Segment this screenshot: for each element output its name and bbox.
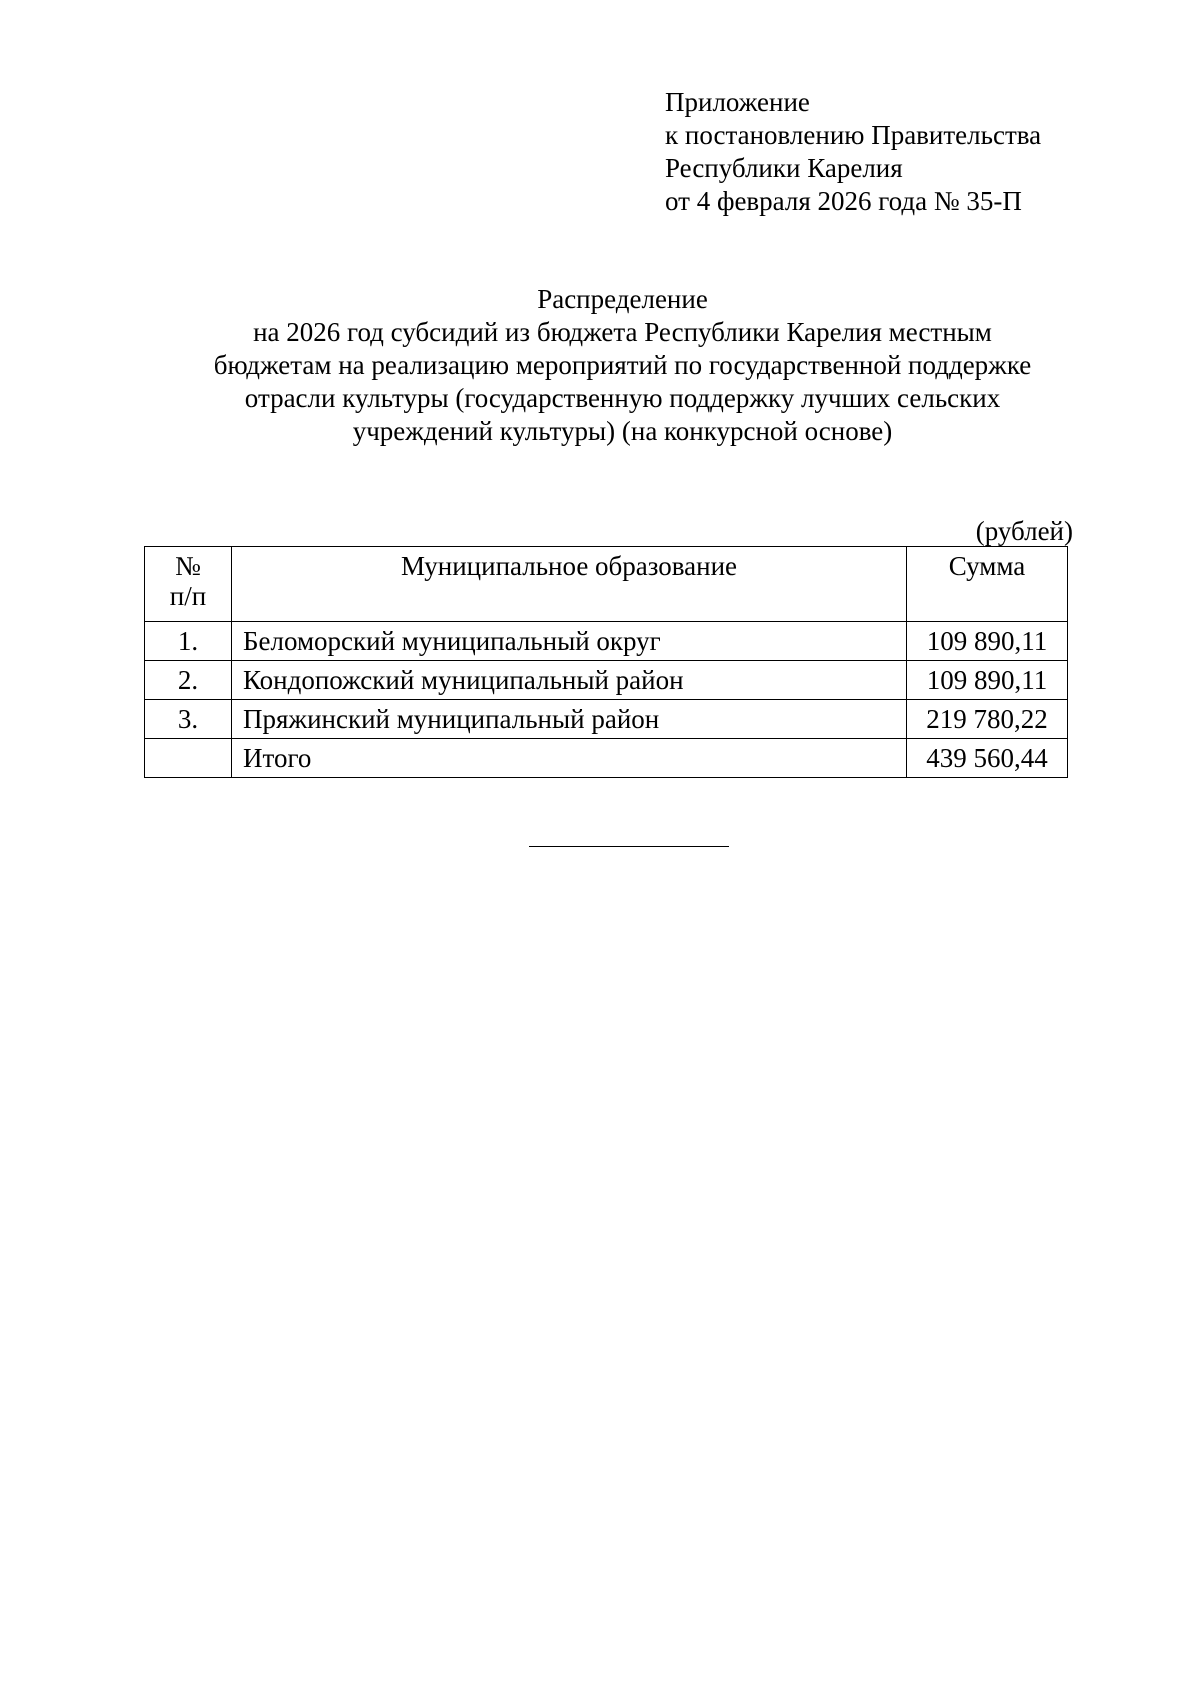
header-number [145, 547, 232, 622]
end-divider [529, 846, 729, 847]
title-line: на 2026 год субсидий из бюджета Республики Карелия местным [253, 317, 992, 347]
title-line: Распределение [537, 284, 708, 314]
distribution-table [144, 546, 1068, 778]
row-number: 2. [145, 661, 232, 700]
row-municipality: Беломорский муниципальный округ [232, 622, 907, 661]
document-title [150, 283, 1095, 448]
row-sum: 109 890,11 [907, 622, 1068, 661]
header-number-line1: № [175, 551, 201, 581]
title-line: учреждений культуры) (на конкурсной основе) [352, 416, 893, 446]
table-header-row [145, 547, 1068, 622]
row-total-sum: 439 560,44 [907, 739, 1068, 778]
table-row [145, 661, 1068, 700]
title-line: отрасли культуры (государственную поддержку лучших сельских [244, 383, 1001, 413]
row-sum: 219 780,22 [907, 700, 1068, 739]
header-number-line2: п/п [169, 581, 207, 611]
row-total-label: Итого [232, 739, 907, 778]
row-municipality: Пряжинский муниципальный район [232, 700, 907, 739]
header-sum: Сумма [907, 547, 1068, 622]
appendix-line: к постановлению Правительства [665, 120, 1042, 150]
row-number: 1. [145, 622, 232, 661]
appendix-line: от 4 февраля 2026 года № 35-П [665, 186, 1022, 216]
row-number: 3. [145, 700, 232, 739]
appendix-block [665, 86, 1041, 218]
row-sum: 109 890,11 [907, 661, 1068, 700]
table-total-row [145, 739, 1068, 778]
row-municipality: Кондопожский муниципальный район [232, 661, 907, 700]
header-municipality: Муниципальное образование [232, 547, 907, 622]
currency-unit-label: (рублей) [975, 516, 1073, 546]
row-number [145, 739, 232, 778]
table-row [145, 700, 1068, 739]
title-line: бюджетам на реализацию мероприятий по государственной поддержке [213, 350, 1032, 380]
appendix-line: Приложение [665, 87, 810, 117]
appendix-line: Республики Карелия [665, 153, 903, 183]
table-row [145, 622, 1068, 661]
